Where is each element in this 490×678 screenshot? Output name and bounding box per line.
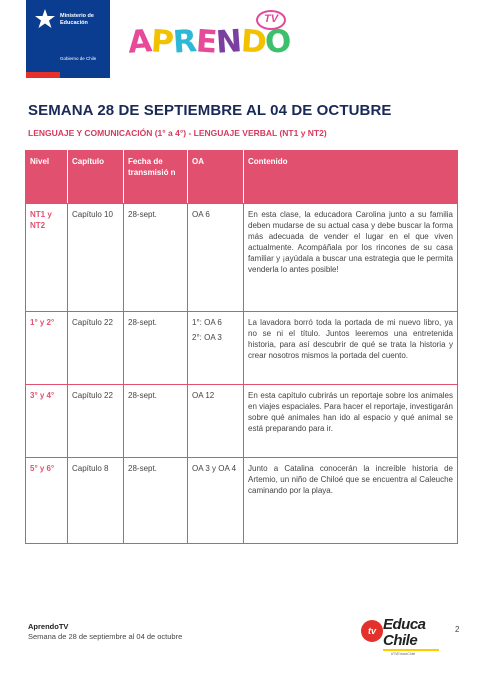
flag-red-bar [26,72,60,78]
header-contenido: Contenido [244,151,458,204]
cell-fecha: 28-sept. [124,458,188,544]
header-oa: OA [188,151,244,204]
cell-nivel: 3° y 4° [26,385,68,458]
cell-oa [188,385,244,458]
educa-word: Educa [383,616,426,633]
government-label: Gobierno de Chile [60,56,97,61]
brand-letter: E [194,23,218,61]
oa-value: 1°: OA 6 [192,318,222,327]
tv-badge: TV [256,10,286,30]
schedule-table [25,150,458,544]
ministry-line-1: Ministerio de [60,13,94,19]
cell-nivel: 1° y 2° [26,312,68,385]
logo-underline [383,649,439,651]
cell-contenido: En esta capítulo cubrirás un reportaje sobre los animales en viajes espaciales. Para hacer el reportaje, investigarán sobre qué animales han ido al espacio y qué animal se está preparando para ir. [244,385,458,458]
brand-letter: N [214,23,242,61]
cell-fecha: 28-sept. [124,385,188,458]
footer-title: AprendoTV [28,622,69,631]
oa-value: OA 3 y OA 4 [192,464,237,473]
cell-fecha: 28-sept. [124,312,188,385]
cell-fecha: 28-sept. [124,204,188,312]
cell-nivel: NT1 y NT2 [26,204,68,312]
oa-value: OA 6 [192,210,210,219]
cell-oa [188,458,244,544]
tv-badge-icon: tv [361,620,383,642]
cell-contenido: Junto a Catalina conocerán la increíble historia de Artemio, un niño de Chiloé que se encuentra al Caleuche caminando por la playa. [244,458,458,544]
ministry-logo [26,0,110,78]
header-capitulo: Capítulo [68,151,124,204]
cell-oa [188,312,244,385]
week-title: SEMANA 28 DE SEPTIEMBRE AL 04 DE OCTUBRE [28,102,392,119]
cell-contenido: En esta clase, la educadora Carolina junto a su familia deben mudarse de su actual casa y debe buscar la forma más adecuada de vender el lugar en el que viven actualmente. Acompáñala por los rincones de su casa familiar y ¡ayúdala a buscar una estrategia que le permita venderla lo antes posible! [244,204,458,312]
table-row [26,385,458,458]
tv-educa-chile-logo [361,616,445,662]
brand-letter: P [149,23,174,61]
chile-word: Chile [383,632,418,649]
cell-capitulo: Capítulo 10 [68,204,124,312]
header-nivel: Nivel [26,151,68,204]
cell-capitulo: Capítulo 22 [68,385,124,458]
page-number: 2 [455,625,460,634]
hashtag: #TVEducaChile [391,652,416,656]
cell-nivel: 5° y 6° [26,458,68,544]
brand-letter: A [126,23,153,61]
subject-heading: LENGUAJE Y COMUNICACIÓN (1° a 4°) - LENGUAJE VERBAL (NT1 y NT2) [28,128,327,138]
table-row [26,458,458,544]
aprendo-tv-logo [128,10,298,72]
brand-letter: R [171,23,197,61]
header-fecha: Fecha de transmisió n [124,151,188,204]
cell-capitulo: Capítulo 22 [68,312,124,385]
brand-letter: D [239,23,267,61]
star-crest-icon [34,8,56,30]
oa-value: OA 12 [192,391,215,400]
footer-subtitle: Semana de 28 de septiembre al 04 de octubre [28,632,183,641]
brand-letter: O [264,23,293,61]
cell-capitulo: Capítulo 8 [68,458,124,544]
cell-contenido: La lavadora borró toda la portada de mi nuevo libro, ya no se ni el título. Juntos leeremos una entretenida historia, para así descubrir de qué se trata la historia y crear nosotros mismos la portada del cuento. [244,312,458,385]
table-row [26,312,458,385]
table-header-row [26,151,458,204]
oa-value: 2°: OA 3 [192,333,222,342]
cell-oa [188,204,244,312]
ministry-line-2: Educación [60,19,88,26]
table-row [26,204,458,312]
ministry-name [60,13,94,26]
